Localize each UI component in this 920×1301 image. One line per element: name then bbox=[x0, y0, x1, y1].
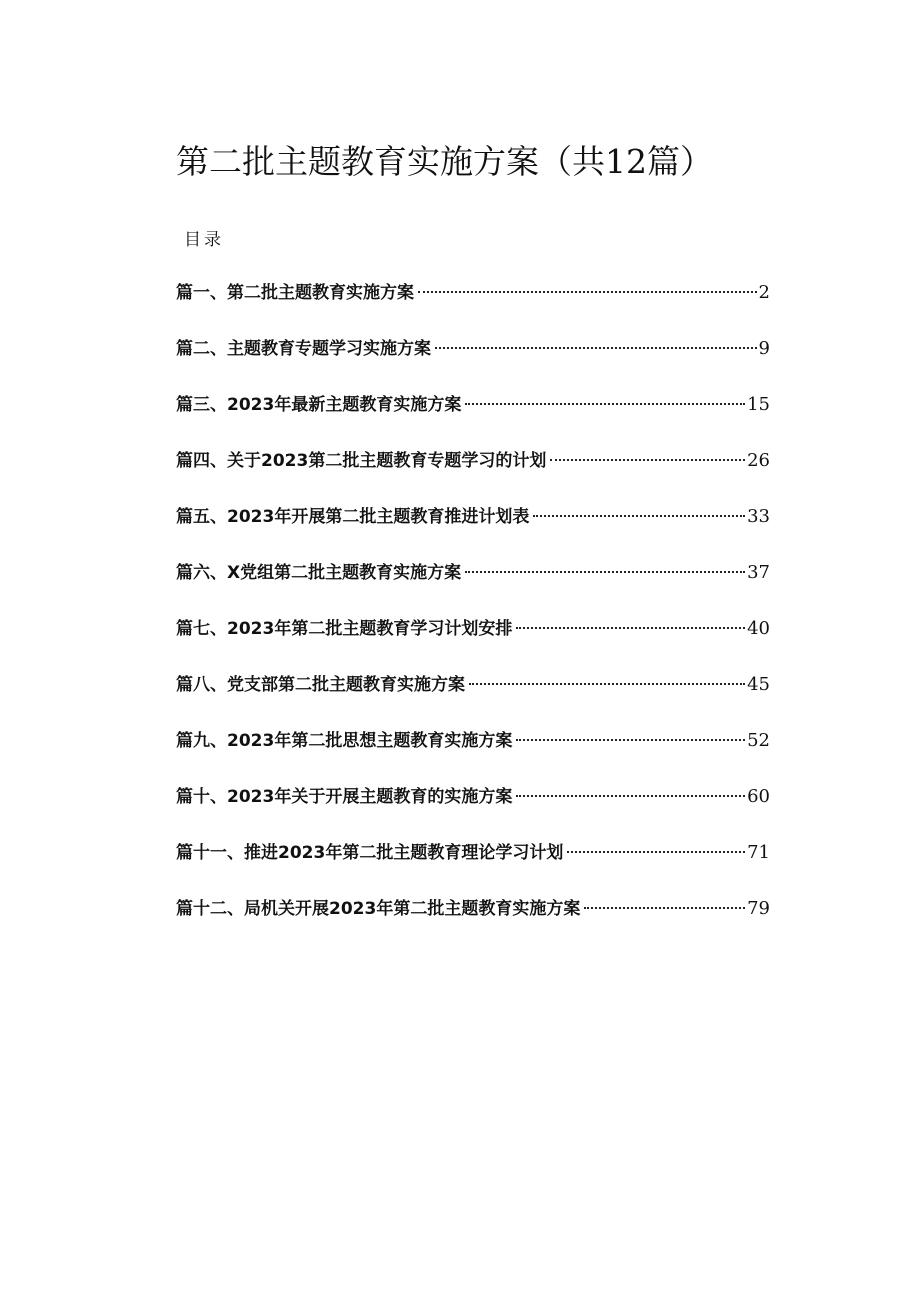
toc-leader-dots bbox=[567, 851, 745, 853]
toc-entry[interactable] bbox=[176, 503, 770, 559]
toc-entry-title: 篇三、2023年最新主题教育实施方案 bbox=[176, 395, 462, 415]
toc-leader-dots bbox=[533, 515, 745, 517]
toc-entry-page: 79 bbox=[747, 898, 770, 919]
toc-entry-title: 篇一、第二批主题教育实施方案 bbox=[176, 283, 414, 303]
toc-entry[interactable] bbox=[176, 783, 770, 839]
toc-entry-title: 篇四、关于2023第二批主题教育专题学习的计划 bbox=[176, 451, 547, 471]
toc-entry[interactable] bbox=[176, 391, 770, 447]
toc-entry[interactable] bbox=[176, 335, 770, 391]
toc-entry-page: 37 bbox=[747, 562, 770, 583]
toc-leader-dots bbox=[469, 683, 745, 685]
toc-entry-title: 篇五、2023年开展第二批主题教育推进计划表 bbox=[176, 507, 530, 527]
toc-entry[interactable] bbox=[176, 727, 770, 783]
toc-entry-page: 15 bbox=[747, 394, 770, 415]
toc-entry-page: 52 bbox=[747, 730, 770, 751]
toc-leader-dots bbox=[516, 739, 745, 741]
toc-heading: 目录 bbox=[184, 230, 224, 250]
toc-entry[interactable] bbox=[176, 671, 770, 727]
toc-entry-page: 26 bbox=[747, 450, 770, 471]
toc-entry-page: 40 bbox=[747, 618, 770, 639]
toc-entry[interactable] bbox=[176, 559, 770, 615]
toc-entry-title: 篇八、党支部第二批主题教育实施方案 bbox=[176, 675, 465, 695]
toc-leader-dots bbox=[465, 571, 745, 573]
toc-entry-title: 篇十二、局机关开展2023年第二批主题教育实施方案 bbox=[176, 899, 581, 919]
toc-entry-title: 篇十一、推进2023年第二批主题教育理论学习计划 bbox=[176, 843, 564, 863]
toc-entry-title: 篇十、2023年关于开展主题教育的实施方案 bbox=[176, 787, 513, 807]
toc-entry[interactable] bbox=[176, 279, 770, 335]
toc-entry-title: 篇九、2023年第二批思想主题教育实施方案 bbox=[176, 731, 513, 751]
toc-entry-page: 33 bbox=[747, 506, 770, 527]
toc-entry[interactable] bbox=[176, 615, 770, 671]
toc-entry-page: 2 bbox=[758, 282, 770, 303]
toc-leader-dots bbox=[516, 627, 745, 629]
toc-leader-dots bbox=[465, 403, 745, 405]
toc-entry-page: 45 bbox=[747, 674, 770, 695]
toc-entry[interactable] bbox=[176, 447, 770, 503]
toc-entry-title: 篇七、2023年第二批主题教育学习计划安排 bbox=[176, 619, 513, 639]
toc-leader-dots bbox=[418, 291, 757, 293]
toc-entry-page: 71 bbox=[747, 842, 770, 863]
toc-entry-title: 篇六、X党组第二批主题教育实施方案 bbox=[176, 563, 462, 583]
toc-entry[interactable] bbox=[176, 839, 770, 895]
toc-entry[interactable] bbox=[176, 895, 770, 951]
toc-leader-dots bbox=[550, 459, 745, 461]
toc-leader-dots bbox=[435, 347, 757, 349]
document-title: 第二批主题教育实施方案（共12篇） bbox=[176, 142, 713, 181]
toc-entry-title: 篇二、主题教育专题学习实施方案 bbox=[176, 339, 431, 359]
toc-leader-dots bbox=[516, 795, 745, 797]
table-of-contents bbox=[176, 279, 770, 951]
toc-entry-page: 9 bbox=[758, 338, 770, 359]
toc-leader-dots bbox=[584, 907, 745, 909]
toc-entry-page: 60 bbox=[747, 786, 770, 807]
